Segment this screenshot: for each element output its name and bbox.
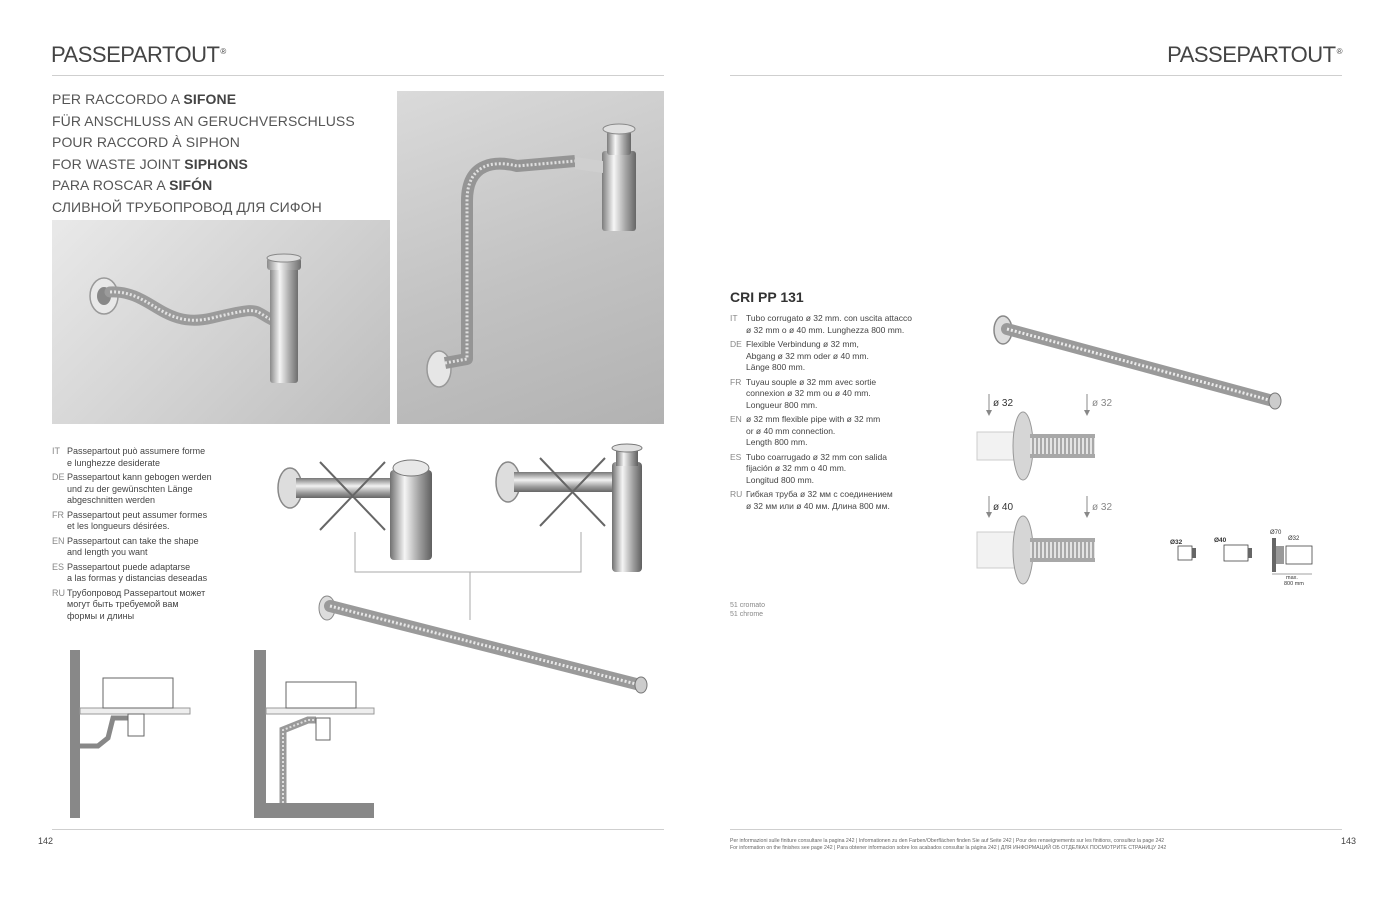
- features-notes: [52, 446, 232, 625]
- detail-connection-32: [975, 390, 1125, 490]
- note-fr: FR Passepartout peut assumer formes et les longueurs désirées.: [52, 509, 208, 531]
- note-ru: RU Трубопровод Passepartout может могут быть требуемой вам формы и длины: [52, 587, 206, 621]
- note-it: IT Passepartout può assumere forme e lunghezze desiderate: [52, 446, 206, 468]
- desc-it: IT Tubo corrugato ø 32 mm. con uscita attacco ø 32 mm o ø 40 mm. Lunghezza 800 mm.: [730, 313, 912, 335]
- detail-connection-40: [975, 494, 1125, 594]
- dim-d32-pipe-2: ø 32: [1092, 502, 1113, 513]
- heading-en: FOR WASTE JOINT SIPHONS: [52, 155, 248, 172]
- footer-rule-left: [52, 829, 664, 830]
- dim-d32-pipe: ø 32: [1092, 398, 1113, 409]
- finishes: [730, 602, 765, 619]
- section-headings: [52, 89, 355, 218]
- photo-siphon-vertical: [397, 91, 664, 424]
- footnote-finishes-info: [730, 838, 1290, 851]
- product-description: [730, 313, 950, 515]
- tech-max-label: max.: [1286, 575, 1298, 581]
- heading-es: PARA ROSCAR A SIFÓN: [52, 177, 213, 193]
- note-en: EN Passepartout can take the shape and length you want: [52, 535, 199, 557]
- dim-d32-outlet: ø 32: [993, 398, 1014, 409]
- installation-drawings: [68, 648, 378, 823]
- product-code: CRI PP 131: [730, 289, 804, 305]
- tech-d32-end: Ø32: [1288, 536, 1300, 542]
- heading-de: FÜR ANSCHLUSS AN GERUCHVERSCHLUSS: [52, 112, 355, 129]
- tech-d70: Ø70: [1270, 530, 1282, 536]
- tech-length: 800 mm: [1284, 581, 1304, 587]
- technical-drawing: [1168, 526, 1318, 588]
- photo-siphon-horizontal: [52, 220, 390, 424]
- desc-ru: RU Гибкая труба ø 32 мм с соединением ø 32 мм или ø 40 мм. Длина 800 мм.: [730, 489, 893, 511]
- desc-de: DE Flexible Verbindung ø 32 mm, Abgang ø 32 mm oder ø 40 mm. Länge 800 mm.: [730, 339, 869, 372]
- note-es: ES Passepartout puede adaptarse a las formas y distancias deseadas: [52, 561, 208, 583]
- finish-it: 51 cromato: [730, 602, 766, 609]
- tech-d40: Ø40: [1214, 537, 1227, 544]
- finish-en: 51 chrome: [730, 610, 764, 618]
- desc-es: ES Tubo coarrugado ø 32 mm con salida fijación ø 32 mm o 40 mm. Longitud 800 mm.: [730, 451, 887, 485]
- page-number-right: 143: [1340, 836, 1356, 846]
- heading-it: PER RACCORDO A SIFONE: [52, 91, 237, 107]
- brand-title-right: PASSEPARTOUT®: [1167, 42, 1342, 67]
- header-rule-left: [52, 75, 664, 76]
- header-rule-right: [730, 75, 1342, 76]
- note-de: DE Passepartout kann gebogen werden und zu der gewünschten Länge abgeschnitten werden: [52, 472, 212, 505]
- footnote-line-1: Per informazioni sulle finiture consultare la pagina 242 | Informationen zu den Farben/Oberflächen finden Sie auf Seite 242 | Pour des renseignements sur les finitions, consultez la page 242: [730, 838, 1165, 844]
- brand-title-left: PASSEPARTOUT®: [51, 42, 226, 67]
- footer-rule-right: [730, 829, 1342, 830]
- heading-fr: POUR RACCORD À SIPHON: [52, 134, 241, 150]
- tech-d32: Ø32: [1170, 539, 1183, 546]
- desc-en: EN ø 32 mm flexible pipe with ø 32 mm or ø 40 mm connection. Length 800 mm.: [730, 414, 881, 447]
- dim-d40-outlet: ø 40: [993, 502, 1014, 513]
- page-number-left: 142: [38, 836, 54, 846]
- footnote-line-2: For information on the finishes see page 242 | Para obtener informacion sobre los acabados consultar la página 242 | ДЛЯ ИНФОРМАЦИЙ ОБ ОТДЕЛКАХ ПОСМОТРИТЕ СТРАНИЦУ 242: [730, 844, 1167, 851]
- heading-ru: СЛИВНОЙ ТРУБОПРОВОД ДЛЯ СИФОН: [52, 198, 322, 215]
- desc-fr: FR Tuyau souple ø 32 mm avec sortie connexion ø 32 mm ou ø 40 mm. Longueur 800 mm.: [730, 376, 877, 410]
